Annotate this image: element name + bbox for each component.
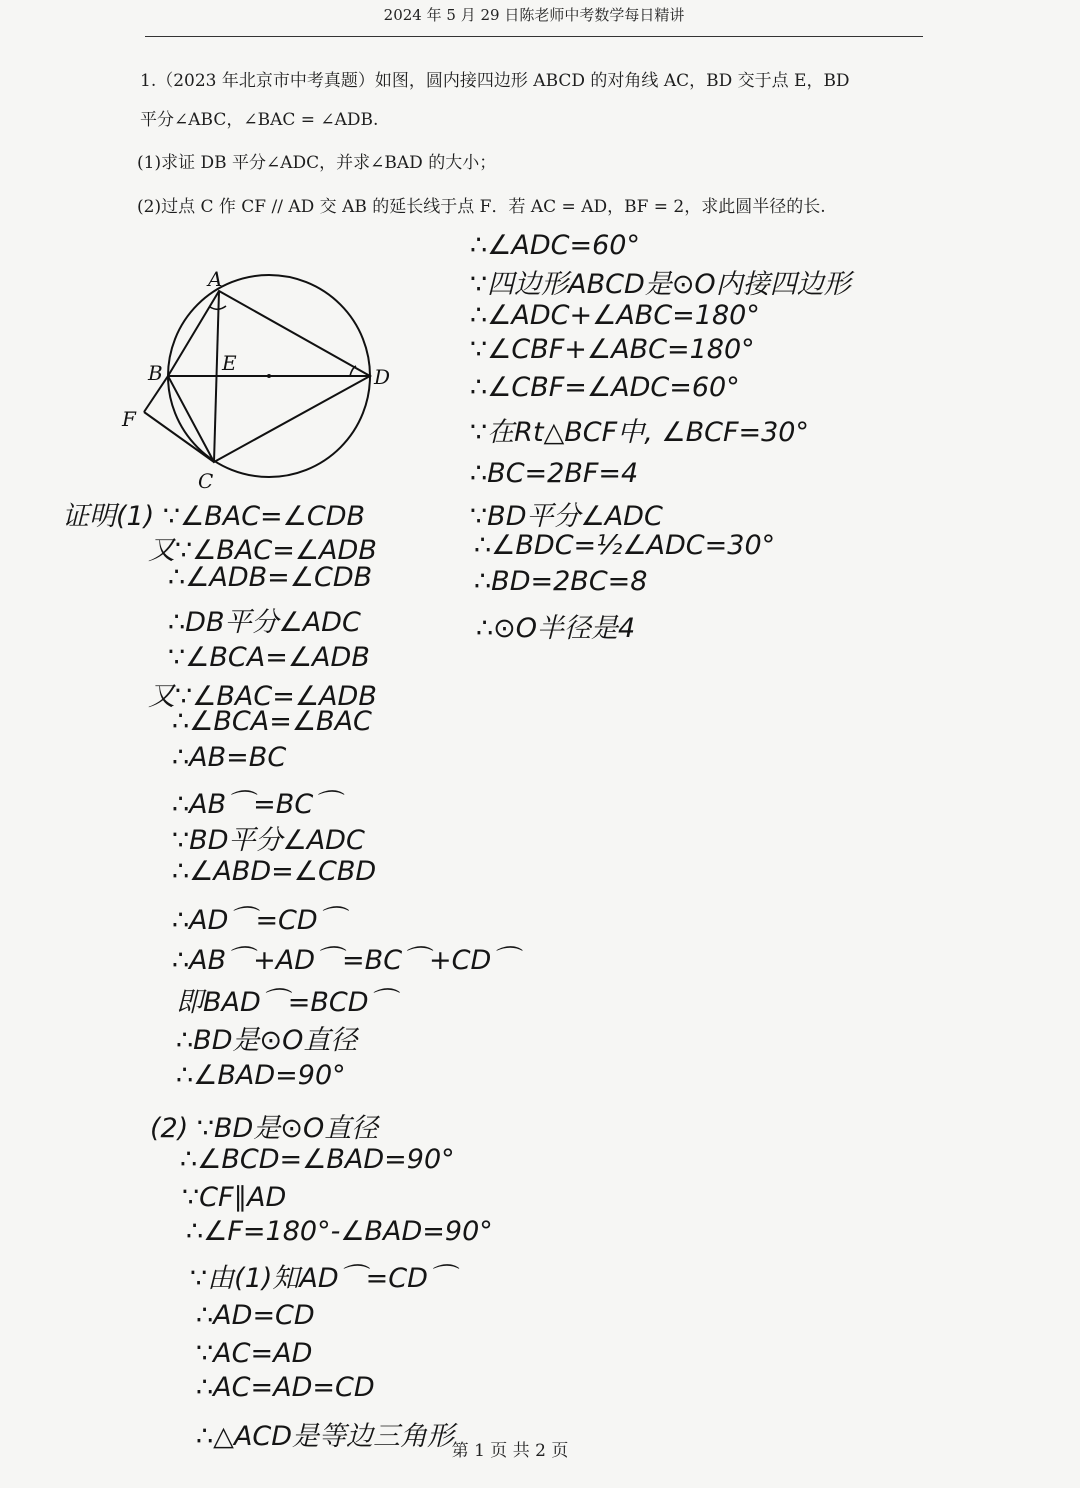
proof-right-line: ∴⊙O半径是4 <box>476 613 636 644</box>
proof-left-line: 又∵∠BAC=∠ADB <box>148 535 377 566</box>
label-c: C <box>198 469 214 493</box>
proof-left-line: ∴AD=CD <box>196 1300 315 1331</box>
proof-right-line: ∵四边形ABCD是⊙O内接四边形 <box>470 269 851 300</box>
proof-left-line: ∴AB⌒+AD⌒=BC⌒+CD⌒ <box>172 945 519 976</box>
proof-right-line: ∴BC=2BF=4 <box>470 458 639 489</box>
proof-right-line: ∴∠ADC+∠ABC=180° <box>470 300 760 331</box>
proof-left-line: ∴DB平分∠ADC <box>168 607 361 638</box>
proof-right-line: ∴∠BDC=½∠ADC=30° <box>474 530 776 561</box>
proof-left-line: ∴BD是⊙O直径 <box>176 1025 358 1056</box>
proof-left-line: ∴∠BAD=90° <box>176 1060 346 1091</box>
proof-right-line: ∴BD=2BC=8 <box>474 566 648 597</box>
question-part-1: (1)求证 DB 平分∠ADC，并求∠BAD 的大小； <box>137 153 497 173</box>
proof-left-line: ∴∠ABD=∠CBD <box>172 856 377 887</box>
proof-left-line: ∵∠BCA=∠ADB <box>168 642 370 673</box>
proof-left-line: ∴∠BCD=∠BAD=90° <box>180 1144 455 1175</box>
center-dot <box>267 374 271 378</box>
proof-left-line: ∴∠BCA=∠BAC <box>172 706 372 737</box>
proof-left-line: 证明(1) ∵∠BAC=∠CDB <box>62 501 366 532</box>
proof-right-line: ∵∠CBF+∠ABC=180° <box>470 334 755 365</box>
proof-left-line: ∴AB⌒=BC⌒ <box>172 789 341 820</box>
segment-cf <box>144 412 214 462</box>
page-footer: 第 1 页 共 2 页 <box>451 1441 569 1461</box>
proof-left-line: ∴∠F=180°-∠BAD=90° <box>186 1216 493 1247</box>
proof-left-line: ∵BD平分∠ADC <box>172 825 365 856</box>
geometry-figure <box>110 260 410 500</box>
angle-mark-adb <box>350 366 356 376</box>
proof-left-line: 即BAD⌒=BCD⌒ <box>176 987 396 1018</box>
proof-right-line: ∴∠ADC=60° <box>470 230 640 261</box>
proof-left-line: 又∵∠BAC=∠ADB <box>148 681 377 712</box>
question-line-1: 1.（2023 年北京市中考真题）如图，圆内接四边形 ABCD 的对角线 AC，BD 交于点 E，BD <box>140 71 850 91</box>
question-line-2: 平分∠ABC，∠BAC = ∠ADB. <box>140 110 379 130</box>
proof-left-line: ∴∠ADB=∠CDB <box>168 562 373 593</box>
proof-left-line: ∴AD⌒=CD⌒ <box>172 905 345 936</box>
label-e: E <box>222 351 237 375</box>
label-d: D <box>374 365 391 389</box>
proof-right-line: ∵在Rt△BCF中, ∠BCF=30° <box>470 417 809 448</box>
page-header: 2024 年 5 月 29 日陈老师中考数学每日精讲 <box>383 6 685 24</box>
proof-right-line: ∵BD平分∠ADC <box>470 501 663 532</box>
proof-left-line: ∵由(1)知AD⌒=CD⌒ <box>190 1263 455 1294</box>
proof-right-line: ∴∠CBF=∠ADC=60° <box>470 372 740 403</box>
proof-left-line: ∴AB=BC <box>172 742 287 773</box>
proof-left-line: ∴AC=AD=CD <box>196 1372 375 1403</box>
proof-left-line: (2) ∵BD是⊙O直径 <box>150 1113 379 1144</box>
proof-left-line: ∵AC=AD <box>196 1338 313 1369</box>
proof-left-line: ∵CF∥AD <box>182 1182 287 1213</box>
label-b: B <box>148 361 163 385</box>
label-a: A <box>208 267 223 291</box>
header-rule <box>145 36 923 37</box>
label-f: F <box>122 407 136 431</box>
proof-left-line: ∴△ACD是等边三角形 <box>196 1421 455 1452</box>
question-part-2: (2)过点 C 作 CF // AD 交 AB 的延长线于点 F．若 AC = AD，BF = 2，求此圆半径的长. <box>137 197 826 217</box>
